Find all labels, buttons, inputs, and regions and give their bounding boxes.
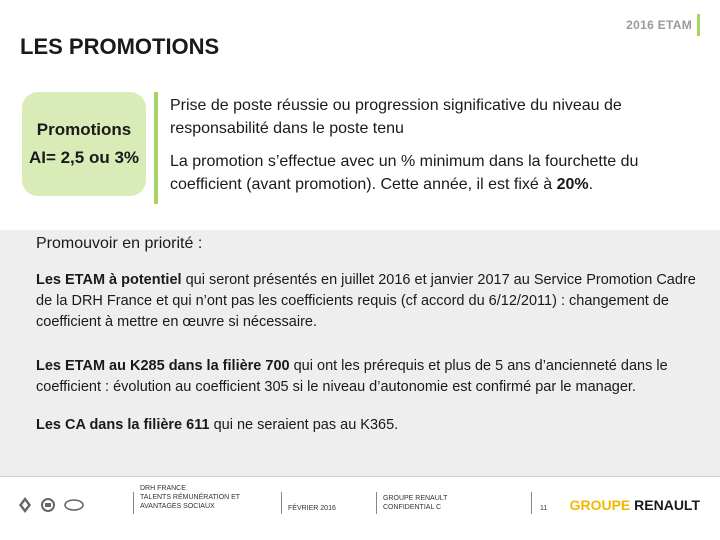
footer-divider	[0, 476, 720, 477]
priority-item-2-text: qui ont les prérequis et plus de 5 ans d’ancienneté dans le coefficient : évolution au coefficient 305 si le niveau d’autonomie est confirmé par le manager.	[36, 358, 668, 395]
footer-separator	[376, 492, 377, 514]
priority-item-3-text: qui ne seraient pas au K365.	[209, 417, 399, 433]
brand-word-renault: RENAULT	[634, 497, 700, 513]
promotions-box	[22, 92, 146, 196]
intro-paragraph-1: Prise de poste réussie ou progression significative du niveau de responsabilité dans le poste tenu	[170, 97, 622, 137]
footer-separator	[133, 492, 134, 514]
priority-item-2	[36, 356, 712, 398]
promotions-box-line1: Promotions	[36, 120, 132, 139]
footer-department	[140, 484, 240, 511]
priority-item-2-bold: Les ETAM au K285 dans la filière 700	[36, 358, 290, 374]
dacia-logo-icon	[40, 497, 56, 513]
priority-item-3	[36, 415, 712, 436]
green-accent-bar	[154, 92, 158, 204]
header-tag: 2016 ETAM	[626, 18, 692, 32]
priority-item-1	[36, 270, 712, 333]
brand-word-groupe: GROUPE	[569, 497, 631, 513]
footer-confidentiality: GROUPE RENAULT CONFIDENTIAL C	[383, 495, 448, 511]
footer-separator	[531, 492, 532, 514]
intro-p2-bold: 20%	[556, 176, 589, 193]
tag-accent-bar	[697, 14, 700, 36]
promotions-box-line2: AI= 2,5 ou 3%	[28, 148, 140, 167]
groupe-renault-logo	[570, 497, 700, 513]
priority-item-1-bold: Les ETAM à potentiel	[36, 272, 182, 288]
footer-date: FÉVRIER 2016	[288, 505, 336, 512]
page-title: LES PROMOTIONS	[20, 34, 220, 59]
footer-logos	[18, 496, 84, 514]
intro-text	[170, 94, 700, 206]
page-number: 11	[540, 505, 548, 512]
priority-item-1-text: qui seront présentés en juillet 2016 et janvier 2017 au Service Promotion Cadre de la DRH France et qui n’ont pas les coefficients requis (cf accord du 6/12/2011) : changement de coefficient à mettre en œuvre si nécessaire.	[36, 272, 696, 330]
renault-logo-icon	[18, 496, 32, 514]
intro-paragraph-2	[170, 150, 700, 196]
intro-p2-prefix: La promotion s’effectue avec un % minimum dans la fourchette du coefficient (avant promotion). Cette année, il est fixé à	[170, 153, 639, 193]
priority-section	[0, 230, 720, 476]
priority-heading: Promouvoir en priorité :	[36, 235, 203, 252]
samsung-logo-icon	[64, 499, 84, 511]
priority-item-3-bold: Les CA dans la filière 611	[36, 417, 210, 433]
footer-department-text: DRH FRANCE TALENTS RÉMUNÉRATION ET AVANTAGES SOCIAUX	[140, 485, 241, 510]
footer-separator	[281, 492, 282, 514]
intro-p2-suffix: .	[588, 176, 594, 193]
